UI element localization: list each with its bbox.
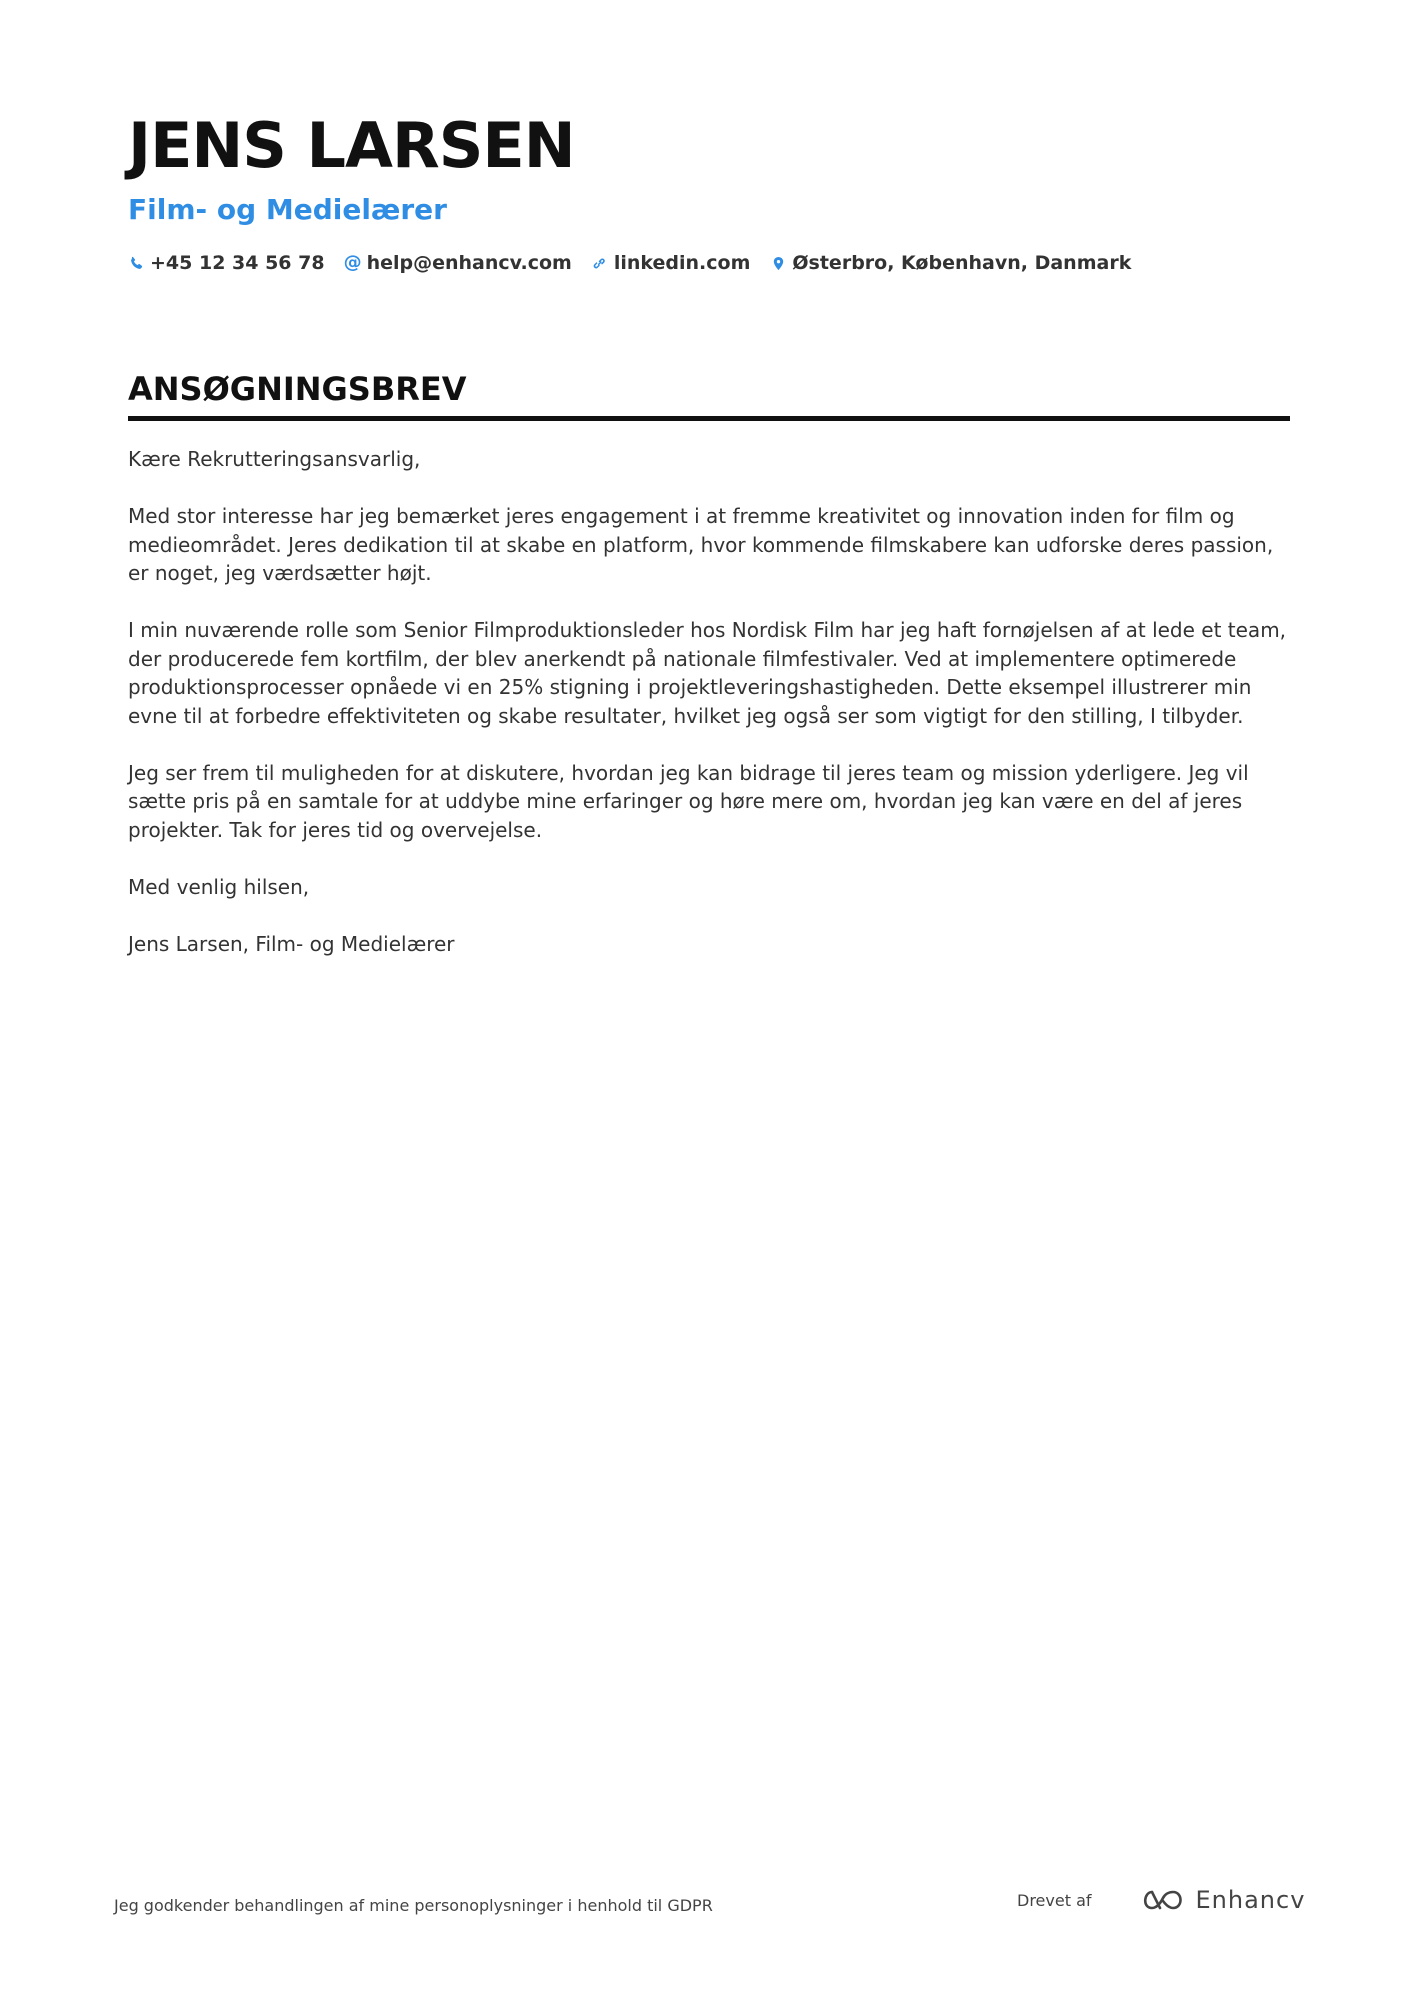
enhancv-logo-icon: [1140, 1887, 1186, 1913]
letter-closing: Med venlig hilsen,: [128, 874, 310, 899]
enhancv-brand[interactable]: [1140, 1886, 1306, 1914]
candidate-name: JENS LARSEN: [128, 109, 575, 182]
powered-by-label: Drevet af: [1017, 1890, 1092, 1910]
job-title: Film- og Medielærer: [128, 193, 447, 226]
phone-icon: [128, 254, 144, 272]
location-text: Østerbro, København, Danmark: [792, 252, 1132, 274]
section-title: ANSØGNINGSBREV: [128, 368, 1290, 421]
map-pin-icon: [770, 254, 786, 272]
link-icon: [592, 254, 608, 272]
phone-text: +45 12 34 56 78: [150, 252, 325, 274]
letter-paragraph: I min nuværende rolle som Senior Filmproduktionsleder hos Nordisk Film har jeg haft fornøjelsen af at lede et team, der producerede fem kortfilm, der blev anerkendt på nationale filmfestivaler. Ved at implementere optimerede produktionsprocesser opnåede vi en 25% stigning i projektleveringshastigheden. Dette eksempel illustrerer min evne til at forbedre effektiviteten og skabe resultater, hvilket jeg også ser som vigtigt for den stilling, I tilbyder.: [128, 618, 1287, 728]
contact-bar: [128, 252, 1290, 274]
letter-body: [128, 445, 1290, 958]
contact-phone[interactable]: [128, 252, 325, 274]
at-icon: @: [343, 252, 362, 273]
gdpr-notice: Jeg godkender behandlingen af mine personoplysninger i henhold til GDPR: [114, 1896, 713, 1915]
contact-email[interactable]: [345, 252, 572, 274]
link-text: linkedin.com: [613, 252, 751, 274]
letter-paragraph: Med stor interesse har jeg bemærket jeres engagement i at fremme kreativitet og innovation inden for film og medieområdet. Jeres dedikation til at skabe en platform, hvor kommende filmskabere kan udforske deres passion, er noget, jeg værdsætter højt.: [128, 504, 1274, 585]
email-text: help@enhancv.com: [366, 252, 572, 274]
contact-link[interactable]: [592, 252, 751, 274]
cover-letter-section: [128, 368, 1290, 987]
letter-signature: Jens Larsen, Film- og Medielærer: [128, 931, 455, 956]
header: [128, 108, 1290, 274]
letter-paragraph: Jeg ser frem til muligheden for at diskutere, hvordan jeg kan bidrage til jeres team og mission yderligere. Jeg vil sætte pris på en samtale for at uddybe mine erfaringer og høre mere om, hvordan jeg kan være en del af jeres projekter. Tak for jeres tid og overvejelse.: [128, 760, 1249, 842]
powered-by: [1017, 1886, 1305, 1914]
contact-location: [770, 252, 1131, 274]
brand-name: Enhancv: [1195, 1886, 1306, 1914]
letter-greeting: Kære Rekrutteringsansvarlig,: [128, 447, 421, 471]
